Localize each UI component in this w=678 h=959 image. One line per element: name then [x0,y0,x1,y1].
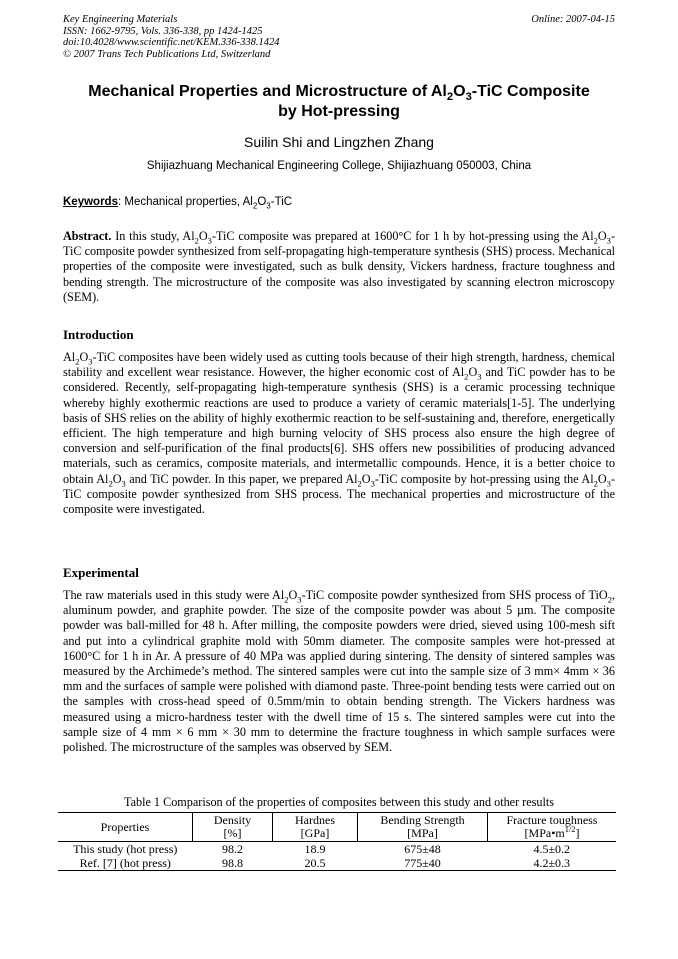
doi-line: doi:10.4028/www.scientific.net/KEM.336-338.1424 [63,37,280,48]
abstract-paragraph: Abstract. In this study, $Al_2O_3$-TiC composite was prepared at 1600°C for 1 h by hot-pressing using the $Al_2O_3$-TiC composite powder synthesized from self-propagating high-temperature synthesis (SHS) process. Mechanical properties of the composite were investigated, such as bulk density, Vickers hardness, fracture toughness and bending strength. The microstructure of the composite was also investigated by scanning electron microscopy (SEM). [63,229,615,304]
header-hardness: Hardnes [GPa] [273,813,358,842]
properties-table [58,812,616,871]
table-header-row [58,813,616,842]
header-fracture-toughness: Fracture toughness $[MPa•m^{1/2}]$ [488,813,617,842]
table-cell: 98.8 [193,856,273,871]
keywords: Keywords: Mechanical properties, $Al_2O_3$-TiC [63,196,293,211]
journal-name: Key Engineering Materials [63,14,178,25]
header-density: Density [%] [193,813,273,842]
table-cell: Ref. [7] (hot press) [58,856,193,871]
paper-title: Mechanical Properties and Microstructure of $Al_2O_3$-TiC Composite by Hot-pressing [88,83,590,120]
table-cell: 775±40 [358,856,488,871]
table-cell: 675±48 [404,842,441,856]
introduction-paragraph: $Al_2O_3$-TiC composites have been widely used as cutting tools because of their high strength, hardness, chemical stability and excellent wear resistance. However, the higher economic cost of $Al_2O_3$ and TiC powder has to be considered. Recently, self-propagating high-temperature synthesis (SHS) is a ceramic processing technique whereby highly exothermic reactions are used to produce a variety of ceramic materials[1-5]. The underlying basis of SHS relies on the ability of highly exothermic reaction to be self-sustaining and, therefore, energetically efficient. The high temperature and high burning velocity of SHS process also ensure the high degree of conversion and self-purification of the final products[6]. SHS offers new possibilities of producing advanced materials, such as ceramics, composite materials, and intermetallic compounds. Hence, it is a better choice to obtain $Al_2O_3$ and TiC powder. In this paper, we prepared $Al_2O_3$-TiC composite by hot-pressing using the $Al_2O_3$-TiC composite powder synthesized from SHS process. The mechanical properties and microstructure of the composite were investigated. [63,350,615,517]
affiliation: Shijiazhuang Mechanical Engineering College, Shijiazhuang 050003, China [146,160,532,172]
header-properties: Properties [58,813,193,842]
introduction-heading: Introduction [63,327,134,342]
table-caption: Table 1 Comparison of the properties of composites between this study and other results [123,795,555,809]
authors: Suilin Shi and Lingzhen Zhang [244,134,434,150]
abstract-label: Abstract. [63,229,112,243]
table-row [58,856,616,871]
table-cell: 18.9 [304,842,326,856]
keywords-label: Keywords [63,196,118,208]
issn-line: ISSN: 1662-9795, Vols. 336-338, pp 1424-1425 [63,25,263,37]
table-cell: 20.5 [273,856,358,871]
journal-header [63,14,615,60]
table-row [58,842,616,857]
table-cell: This study (hot press) [73,842,178,856]
header-bending-strength: Bending Strength [MPa] [358,813,488,842]
online-date: Online: 2007-04-15 [531,14,615,25]
table-cell: 98.2 [222,842,243,856]
experimental-heading: Experimental [63,565,139,580]
table-cell: 4.5±0.2 [533,842,571,856]
experimental-paragraph: The raw materials used in this study were $Al_2O_3$-TiC composite powder synthesized from SHS process of TiO$_2$, aluminum powder, and graphite powder. The size of the composite powder was about 5 µm. The composite powder was ball-milled for 48 h. After milling, the composite powders were dried, sieved using 100-mesh sift and put into a cylindrical graphite mold with 50mm diameter. The composite samples were hot-pressed at 1600°C for 1 h in Ar. A pressure of 40 MPa was applied during sintering. The density of sintered samples was measured by the Archimede’s method. The sintered samples were cut into the sample size of 3 mm× 4mm × 36 mm and the surfaces of sample were polished with diamond paste. Three-point bending tests were carried out on the samples with cross-head speed of 0.5mm/min to obtain bending strength. The Vickers hardness was measured using a micro-hardness tester with the dwell time of 15 s. The sintered samples were cut into the sample size of 4 mm × 6 mm × 30 mm to determine the fracture toughness in which sample surfaces were polished. The microstructure of the samples was observed by SEM. [63,588,615,755]
copyright-line: © 2007 Trans Tech Publications Ltd, Switzerland [63,48,271,60]
table-cell: 4.2±0.3 [488,856,617,871]
